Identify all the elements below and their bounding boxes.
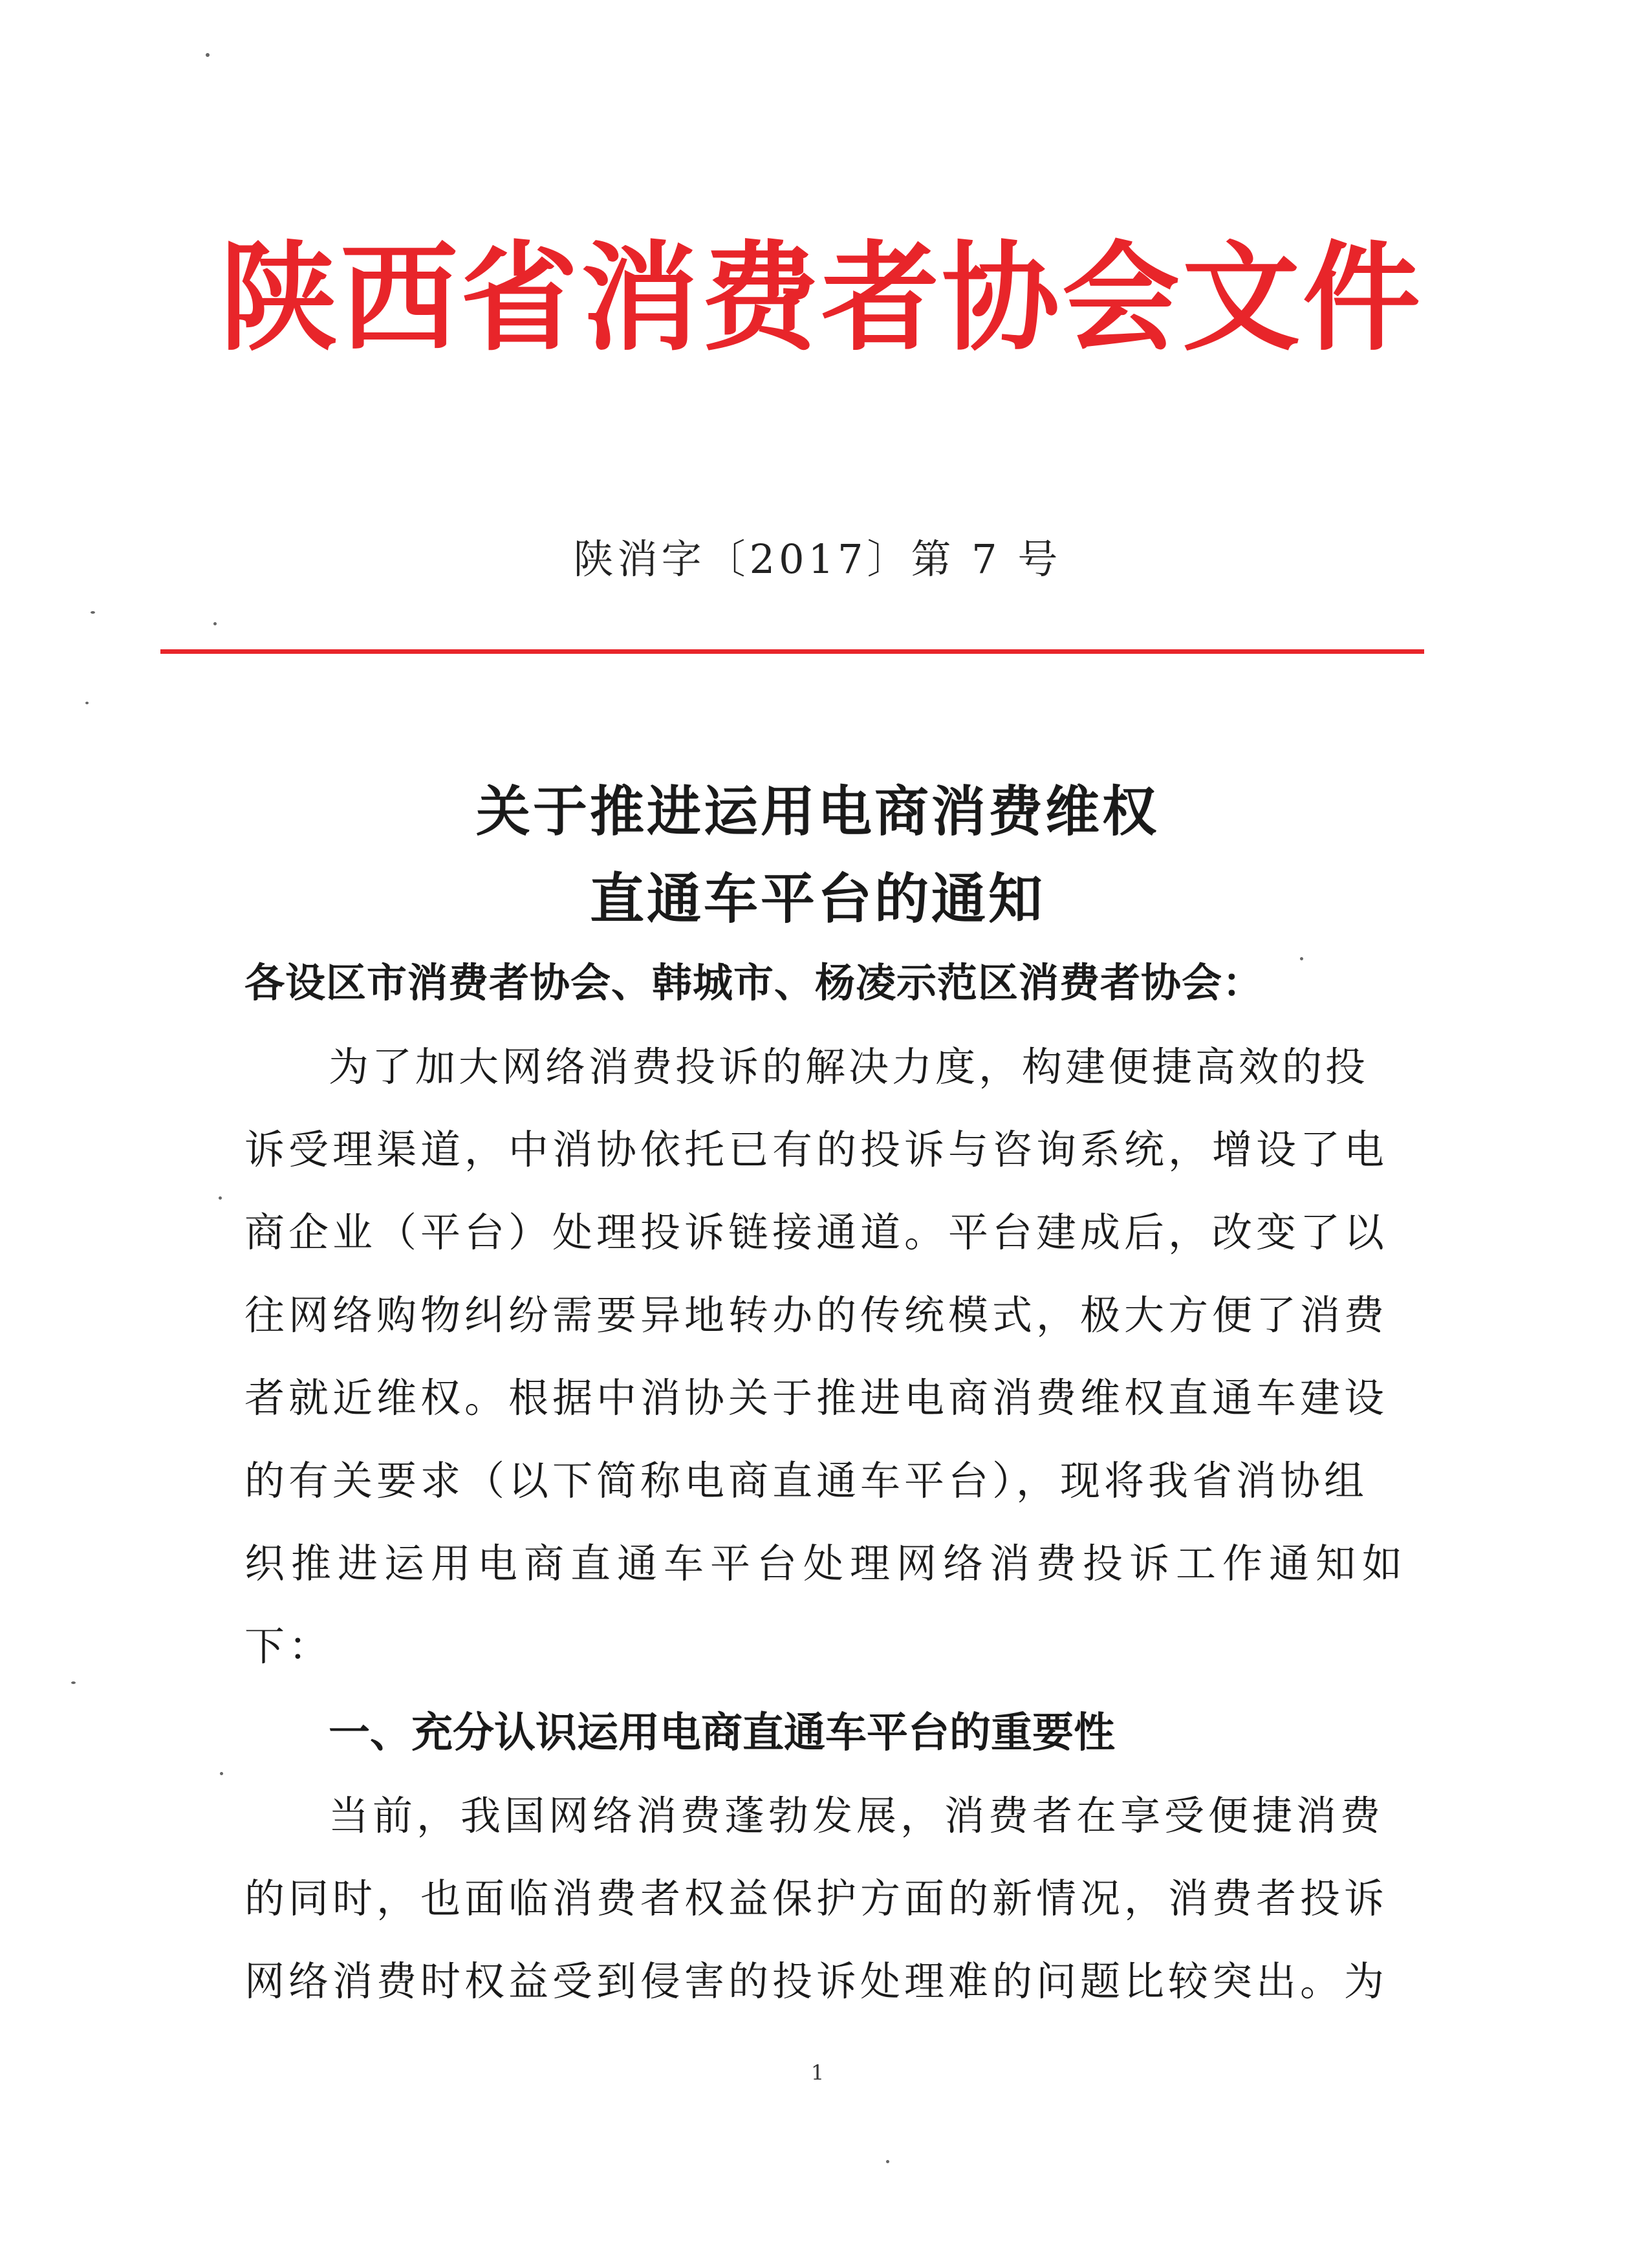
paragraph-line: 的有关要求（以下简称电商直通车平台），现将我省消协组 — [244, 1457, 1369, 1504]
paragraph-line: 诉受理渠道，中消协依托已有的投诉与咨询系统，增设了电 — [244, 1126, 1389, 1173]
page-number: 1 — [810, 2060, 825, 2085]
notice-title-line-1: 关于推进运用电商消费维权 — [475, 779, 1159, 843]
scan-speck — [886, 2160, 889, 2163]
paragraph-line: 商企业（平台）处理投诉链接通道。平台建成后，改变了以 — [244, 1209, 1389, 1256]
scan-speck — [220, 1772, 223, 1775]
paragraph-line: 当前，我国网络消费蓬勃发展，消费者在享受便捷消费 — [329, 1792, 1385, 1839]
paragraph-line: 者就近维权。根据中消协关于推进电商消费维权直通车建设 — [244, 1374, 1389, 1421]
salutation: 各设区市消费者协会、韩城市、杨凌示范区消费者协会： — [244, 959, 1264, 1006]
paragraph-line: 网络消费时权益受到侵害的投诉处理难的问题比较突出。为 — [244, 1958, 1389, 2005]
scan-speck — [219, 1196, 222, 1200]
paragraph-line: 下： — [244, 1623, 333, 1670]
scan-speck — [213, 622, 217, 625]
red-divider-line — [160, 649, 1424, 654]
scan-speck — [206, 53, 210, 57]
notice-title-line-2: 直通车平台的通知 — [589, 867, 1045, 931]
document-number: 陕消字〔2017〕第 7 号 — [573, 535, 1062, 583]
paragraph-line: 往网络购物纠纷需要异地转办的传统模式，极大方便了消费 — [244, 1291, 1389, 1339]
section-heading-1: 一、充分认识运用电商直通车平台的重要性 — [329, 1709, 1115, 1757]
scan-speck — [1300, 957, 1303, 960]
scan-speck — [71, 1681, 76, 1684]
paragraph-line: 织推进运用电商直通车平台处理网络消费投诉工作通知如 — [244, 1540, 1409, 1587]
scan-speck — [91, 611, 95, 614]
paragraph-line: 的同时，也面临消费者权益保护方面的新情况，消费者投诉 — [244, 1875, 1389, 1922]
paragraph-line: 为了加大网络消费投诉的解决力度，构建便捷高效的投 — [329, 1043, 1369, 1090]
scan-speck — [85, 702, 89, 704]
org-header-title: 陕西省消费者协会文件 — [220, 228, 1423, 367]
